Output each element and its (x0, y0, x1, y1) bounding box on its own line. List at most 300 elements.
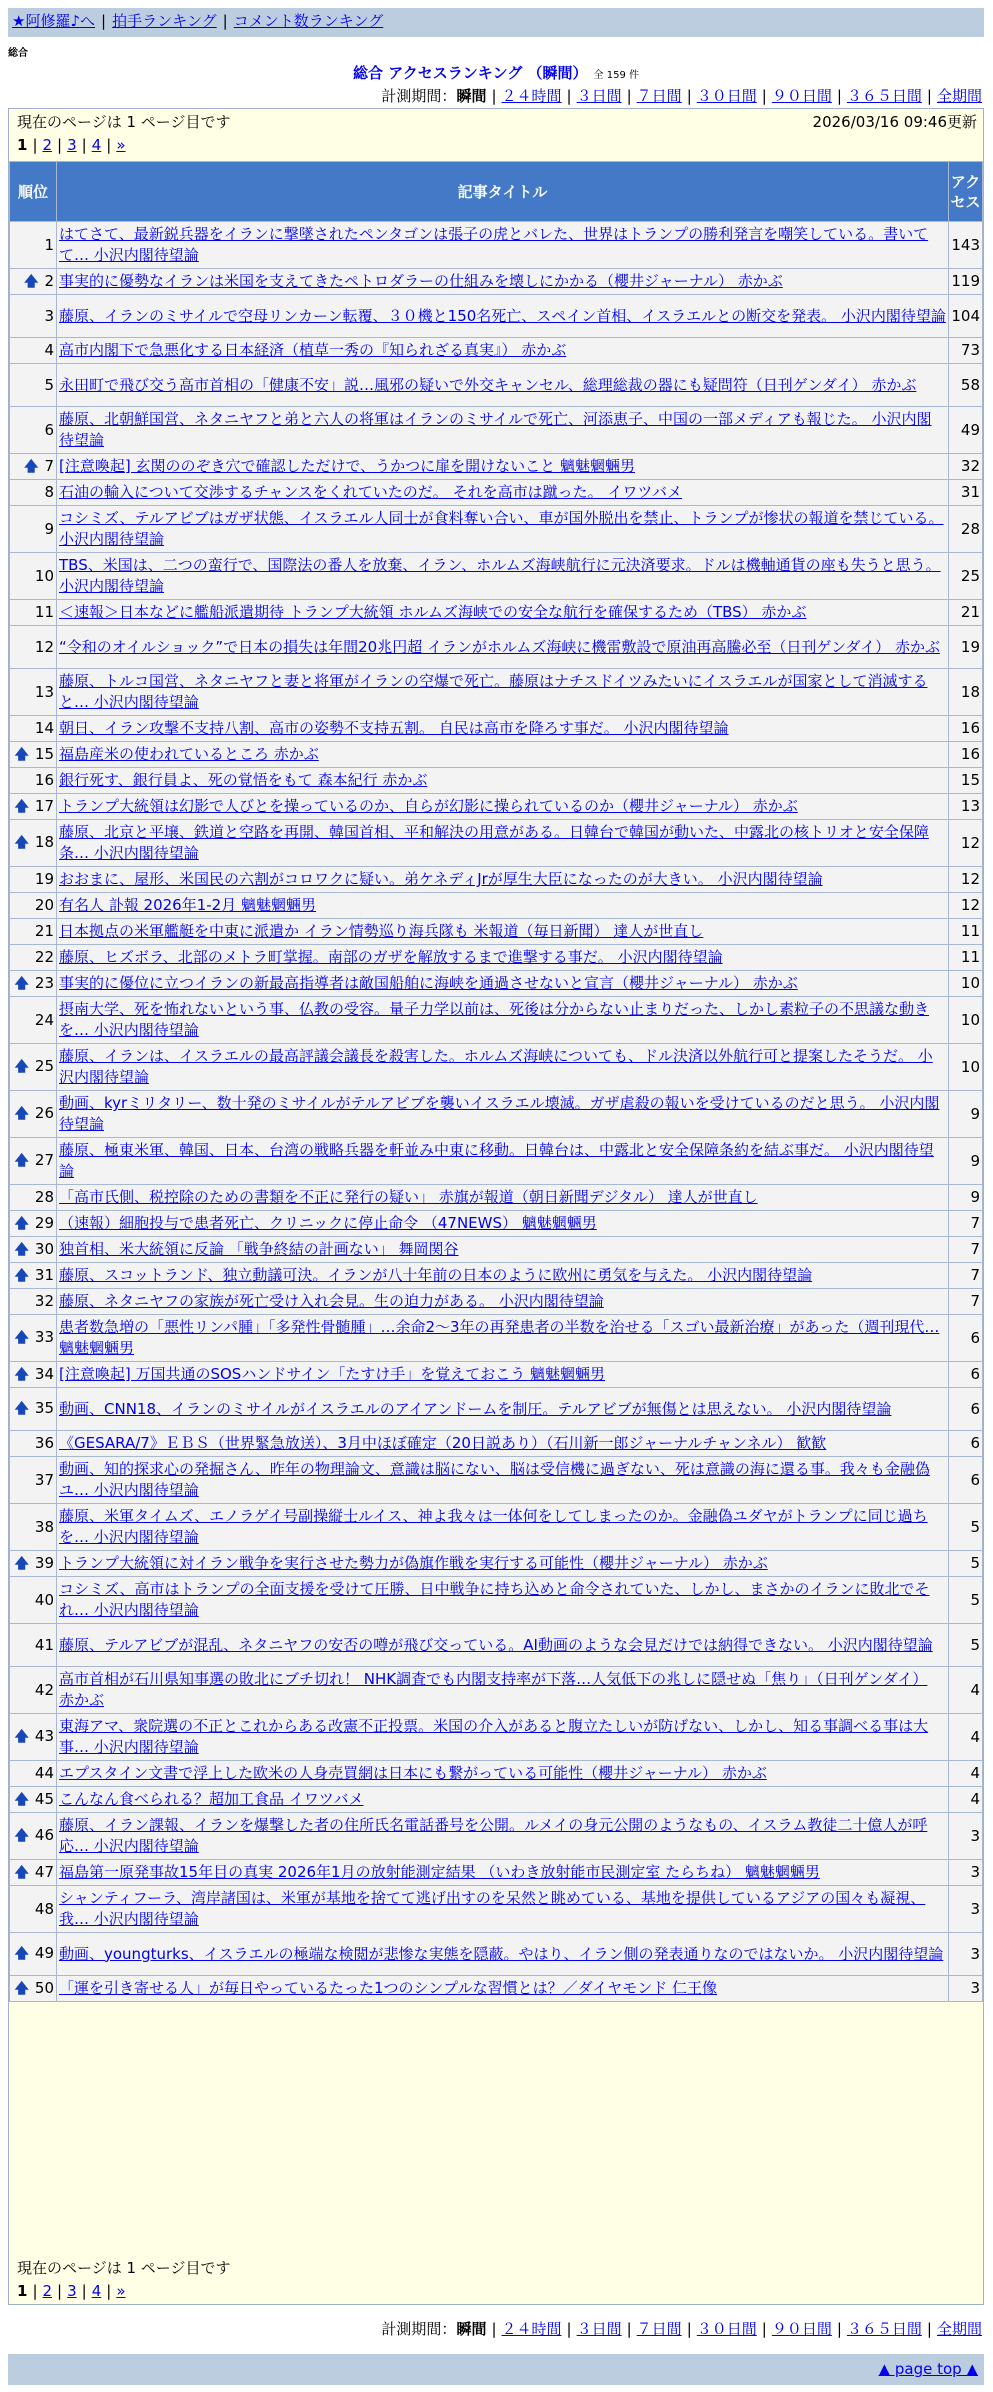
article-link[interactable]: 藤原、北京と平壌、鉄道と空路を再開、韓国首相、平和解決の用意がある。日韓台で韓国が動いた、中露北の核トリオと安全保障条… 小沢内閣待望論 (59, 823, 929, 862)
rank-number: 1 (44, 235, 54, 254)
table-row (10, 893, 982, 918)
article-link[interactable]: 独首相、米大統領に反論 「戦争終結の計画ない」 舞岡関谷 (59, 1240, 459, 1258)
table-row (10, 1388, 982, 1430)
ranking-panel (8, 108, 984, 2305)
rank-cell (10, 600, 56, 625)
title-cell (57, 1551, 948, 1576)
rank-up-arrow-icon: 🡅 (14, 1980, 29, 1997)
access-count: 5 (949, 1624, 982, 1666)
page-info-bottom (9, 2257, 983, 2305)
rank-number: 49 (34, 1944, 54, 1962)
article-link[interactable]: 福島産米の使われているところ 赤かぶ (59, 745, 319, 763)
period-option-current: 瞬間 (456, 2320, 487, 2338)
period-separator: | (626, 2320, 632, 2338)
article-link[interactable]: 高市首相が石川県知事選の敗北にブチ切れ！ NHK調査でも内閣支持率が下落…人気低下の兆しに隠せぬ「焦り」（日刊ゲンダイ） 赤かぶ (59, 1670, 928, 1709)
rank-up-arrow-icon: 🡅 (14, 1267, 29, 1284)
rank-up-arrow-icon: 🡅 (14, 1555, 29, 1572)
current-page-text: 現在のページは 1 ページ目です (17, 113, 231, 131)
article-link[interactable]: おおまに、屋形、米国民の六割がコロワクに疑い。弟ケネディJrが厚生大臣になったのが大きい。 小沢内閣待望論 (59, 870, 823, 888)
article-link[interactable]: はてさて、最新鋭兵器をイランに撃墜されたペンタゴンは張子の虎とバレた、世界はトランプの勝利発言を嘲笑している。書いてて… 小沢内閣待望論 (59, 225, 929, 264)
period-separator: | (491, 87, 497, 105)
article-link[interactable]: 藤原、テルアビブが混乱、ネタニヤフの安否の噂が飛び交っている。AI動画のような会見だけでは納得できない。 小沢内閣待望論 (59, 1635, 933, 1654)
article-link[interactable]: （速報）細胞投与で患者死亡、クリニックに停止命令 （47NEWS） 魑魅魍魎男 (59, 1214, 597, 1232)
access-count: 15 (949, 768, 982, 793)
rank-number: 45 (34, 1789, 54, 1808)
article-link[interactable]: 藤原、イランは、イスラエルの最高評議会議長を殺害した。ホルムズ海峡についても、ドル決済以外航行可と提案したそうだ。 小沢内閣待望論 (59, 1047, 933, 1086)
access-count: 32 (949, 454, 982, 479)
article-link[interactable]: ＜速報＞日本などに艦船派遣期待 トランプ大統領 ホルムズ海峡での安全な航行を確保するため（TBS） 赤かぶ (59, 603, 807, 621)
access-count: 4 (949, 1787, 982, 1812)
access-count: 12 (949, 867, 982, 892)
rank-cell (10, 1551, 56, 1576)
rank-up-arrow-icon: 🡅 (14, 1828, 29, 1844)
rank-up-arrow-icon: 🡅 (14, 1153, 29, 1169)
rank-cell (10, 1091, 56, 1137)
period-separator: | (626, 87, 632, 105)
rank-number: 46 (34, 1826, 54, 1844)
page-top-link[interactable]: ▲ page top ▲ (878, 2360, 978, 2378)
rank-number: 2 (44, 271, 54, 290)
rank-up-arrow-icon: 🡅 (14, 798, 29, 815)
current-page-text: 現在のページは 1 ページ目です (17, 2259, 231, 2277)
table-row (10, 1504, 982, 1550)
nav-separator: | (222, 12, 228, 30)
rank-number: 15 (34, 744, 54, 763)
rank-cell (10, 338, 56, 363)
article-link[interactable]: 銀行死す、銀行員よ、死の覚悟をもて 森本紀行 赤かぶ (59, 771, 428, 789)
period-option-7[interactable]: 全期間 (936, 87, 982, 105)
period-option-3[interactable]: ７日間 (636, 2320, 682, 2338)
nav-separator: | (101, 12, 107, 30)
article-link[interactable]: シャンティフーラ、湾岸諸国は、米軍が基地を捨てて逃げ出すのを呆然と眺めている、基地を提供しているアジアの国々も凝視、我… 小沢内閣待望論 (59, 1889, 926, 1928)
access-count: 104 (949, 295, 982, 337)
rank-number: 8 (44, 483, 54, 501)
rank-cell (10, 1714, 56, 1760)
access-count: 3 (949, 1933, 982, 1975)
rank-number: 26 (34, 1104, 54, 1122)
article-link[interactable]: 藤原、ネタニヤフの家族が死亡受け入れ会見。生の迫力がある。 小沢内閣待望論 (59, 1292, 604, 1310)
title-cell (57, 600, 948, 625)
title-cell (57, 1362, 948, 1387)
table-row (10, 1362, 982, 1387)
table-row (10, 1237, 982, 1262)
rank-cell (10, 945, 56, 970)
period-option-5[interactable]: ９０日間 (771, 87, 832, 105)
article-link[interactable]: 藤原、ヒズボラ、北部のメトラ町掌握。南部のガザを解放するまで進撃する事だ。 小沢内閣待望論 (59, 948, 723, 966)
access-count: 5 (949, 1504, 982, 1550)
table-row (10, 480, 982, 505)
rank-number: 33 (34, 1328, 54, 1346)
rank-number: 24 (34, 1010, 54, 1029)
rank-cell (10, 407, 56, 453)
access-count: 10 (949, 971, 982, 996)
table-row (10, 1624, 982, 1666)
top-nav-bar (8, 8, 984, 37)
table-row (10, 626, 982, 668)
pager-page-link[interactable]: 3 (67, 136, 77, 154)
title-cell (57, 1813, 948, 1859)
rank-number: 13 (34, 682, 54, 701)
rank-number: 5 (44, 375, 54, 394)
title-cell (57, 1289, 948, 1314)
rank-cell (10, 1237, 56, 1262)
header-access: アクセス (949, 162, 982, 221)
title-cell (57, 1431, 948, 1456)
pager-page-link[interactable]: 4 (91, 2282, 102, 2300)
article-link[interactable]: こんなん食べられる？超加工食品 イワツバメ (59, 1790, 364, 1808)
period-separator: | (686, 87, 692, 105)
rank-cell (10, 1577, 56, 1623)
access-count: 9 (949, 1091, 982, 1137)
article-link[interactable]: 藤原、北朝鮮国営、ネタニヤフと弟と六人の将軍はイランのミサイルで死亡、河添恵子、中国の一部メディアも報じた。 小沢内閣待望論 (59, 410, 932, 449)
article-link[interactable]: 患者数急増の「悪性リンパ腫」「多発性骨髄腫」…余命2～3年の再発患者の半数を治せる「スゴい最新治療」があった（週刊現代… 魑魅魍魎男 (59, 1318, 940, 1357)
table-row (10, 1211, 982, 1236)
rank-cell (10, 971, 56, 996)
table-row (10, 269, 982, 294)
table-row (10, 1667, 982, 1713)
table-row (10, 716, 982, 741)
table-row (10, 971, 982, 996)
page-info-top (9, 109, 983, 161)
rank-number: 39 (34, 1553, 54, 1572)
article-link[interactable]: コシミズ、高市はトランプの全面支援を受けて圧勝、日中戦争に持ち込めと命令されていた、しかし、まさかのイランに敗北でそれ… 小沢内閣待望論 (59, 1580, 930, 1619)
rank-cell (10, 1185, 56, 1210)
rank-cell (10, 919, 56, 944)
article-link[interactable]: TBS、米国は、二つの蛮行で、国際法の番人を放棄、イラン、ホルムズ海峡航行に元決済要求。ドルは機軸通貨の座も失うと思う。 小沢内閣待望論 (59, 556, 941, 595)
article-link[interactable]: 永田町で飛び交う高市首相の「健康不安」説…風邪の疑いで外交キャンセル、総理総裁の器にも疑問符（日刊ゲンダイ） 赤かぶ (59, 375, 917, 394)
table-row (10, 867, 982, 892)
table-row (10, 1138, 982, 1184)
table-row (10, 1289, 982, 1314)
period-selector-top (381, 85, 982, 106)
title-cell (57, 480, 948, 505)
title-cell (57, 1457, 948, 1503)
access-count: 11 (949, 945, 982, 970)
rank-number: 19 (34, 870, 54, 888)
ranking-table (9, 161, 983, 2002)
rank-up-arrow-icon: 🡅 (14, 1946, 29, 1962)
article-link[interactable]: 動画、kyrミリタリー、数十発のミサイルがテルアビブを襲いイスラエル壊滅。ガザ虐殺の報いを受けているのだと思う。 小沢内閣待望論 (59, 1094, 940, 1133)
rank-cell (10, 1667, 56, 1713)
rank-number: 31 (34, 1265, 54, 1284)
rank-cell (10, 1289, 56, 1314)
rank-cell (10, 222, 56, 268)
rank-cell (10, 1933, 56, 1975)
article-link[interactable]: 藤原、極東米軍、韓国、日本、台湾の戦略兵器を軒並み中東に移動。日韓台は、中露北と安全保障条約を結ぶ事だ。 小沢内閣待望論 (59, 1141, 934, 1180)
rank-number: 17 (34, 796, 54, 815)
period-option-6[interactable]: ３６５日間 (846, 2320, 922, 2338)
title-cell (57, 338, 948, 363)
rank-number: 41 (34, 1635, 54, 1654)
article-link[interactable]: 動画、CNN18、イランのミサイルがイスラエルのアイアンドームを制圧。テルアビブが無傷とは思えない。 小沢内閣待望論 (59, 1399, 892, 1418)
rank-number: 27 (34, 1151, 54, 1169)
link-clap-ranking[interactable]: 拍手ランキング (112, 12, 217, 30)
article-link[interactable]: 福島第一原発事故15年目の真実 2026年1月の放射能測定結果 （いわき放射能市民測定室 たらちね） 魑魅魍魎男 (59, 1863, 820, 1881)
access-count: 18 (949, 669, 982, 715)
title-cell (57, 364, 948, 406)
rank-cell (10, 1976, 56, 2001)
rank-cell (10, 794, 56, 819)
rank-up-arrow-icon: 🡅 (14, 975, 29, 992)
table-row (10, 1787, 982, 1812)
rank-up-arrow-icon: 🡅 (14, 1106, 29, 1122)
access-count: 19 (949, 626, 982, 668)
access-count: 6 (949, 1362, 982, 1387)
article-link[interactable]: コシミズ、テルアビブはガザ状態、イスラエル人同士が食料奪い合い、車が国外脱出を禁止、トランプが惨状の報道を禁じている。 小沢内閣待望論 (59, 509, 944, 548)
period-option-2[interactable]: ３日間 (576, 87, 622, 105)
rank-number: 3 (44, 306, 54, 325)
table-row (10, 1714, 982, 1760)
article-link[interactable]: トランプ大統領は幻影で人びとを操っているのか、自らが幻影に操られているのか（櫻井ジャーナル） 赤かぶ (59, 797, 798, 815)
period-label: 計測期間： (381, 87, 457, 105)
title-cell (57, 1504, 948, 1550)
rank-cell (10, 295, 56, 337)
rank-cell (10, 1138, 56, 1184)
rank-cell (10, 1211, 56, 1236)
article-link[interactable]: 高市内閣下で急悪化する日本経済（植草一秀の『知られざる真実』） 赤かぶ (59, 341, 567, 359)
article-link[interactable]: “令和のオイルショック”で日本の損失は年間20兆円超 イランがホルムズ海峡に機雷敷設で原油再高騰必至（日刊ゲンダイ） 赤かぶ (59, 637, 940, 656)
rank-up-arrow-icon: 🡅 (14, 1864, 29, 1881)
access-count: 3 (949, 1860, 982, 1885)
period-option-4[interactable]: ３０日間 (696, 87, 757, 105)
period-label: 計測期間： (381, 2320, 457, 2338)
rank-number: 38 (34, 1517, 54, 1536)
article-link[interactable]: 動画、知的探求心の発掘さん、昨年の物理論文、意識は脳にない、脳は受信機に過ぎない、死は意識の海に還る事。我々も金融偽ユ… 小沢内閣待望論 (59, 1460, 930, 1499)
title-cell (57, 1976, 948, 2001)
rank-up-arrow-icon: 🡅 (14, 1241, 29, 1258)
table-row (10, 794, 982, 819)
article-link[interactable]: エプスタイン文書で浮上した欧米の人身売買網は日本にも繋がっている可能性（櫻井ジャーナル） 赤かぶ (59, 1764, 767, 1782)
period-option-6[interactable]: ３６５日間 (846, 87, 922, 105)
period-option-1[interactable]: ２４時間 (501, 2320, 562, 2338)
table-row (10, 1577, 982, 1623)
title-cell (57, 1211, 948, 1236)
rank-cell (10, 1504, 56, 1550)
access-count: 11 (949, 919, 982, 944)
pager-separator: | (57, 136, 63, 154)
title-cell (57, 1185, 948, 1210)
rank-number: 44 (34, 1764, 54, 1782)
rank-number: 32 (34, 1292, 54, 1310)
rank-number: 20 (34, 896, 54, 914)
title-cell (57, 1044, 948, 1090)
access-count: 7 (949, 1237, 982, 1262)
rank-cell (10, 506, 56, 552)
access-count: 5 (949, 1551, 982, 1576)
table-row (10, 1185, 982, 1210)
access-count: 49 (949, 407, 982, 453)
title-cell (57, 893, 948, 918)
table-row (10, 945, 982, 970)
title-cell (57, 945, 948, 970)
rank-up-arrow-icon: 🡅 (14, 1401, 29, 1417)
article-link[interactable]: 藤原、イランのミサイルで空母リンカーン転覆、３０機と150名死亡、スペイン首相、イスラエルとの断交を発表。 小沢内閣待望論 (59, 306, 946, 325)
pager-separator: | (32, 136, 38, 154)
access-count: 9 (949, 1138, 982, 1184)
rank-number: 14 (34, 719, 54, 737)
access-count: 9 (949, 1185, 982, 1210)
table-row (10, 364, 982, 406)
article-link[interactable]: 《GESARA/7》ＥＢＳ（世界緊急放送）、3月中ほぼ確定（20日説あり）（石川新一郎ジャーナルチャンネル） 歓歓 (59, 1434, 827, 1452)
pager-page-link[interactable]: 2 (42, 136, 53, 154)
access-count: 6 (949, 1388, 982, 1430)
title-cell (57, 716, 948, 741)
access-count: 12 (949, 893, 982, 918)
period-separator: | (761, 87, 767, 105)
pager-page-link[interactable]: 3 (67, 2282, 77, 2300)
article-link[interactable]: [注意喚起] 万国共通のSOSハンドサイン「たすけ手」を覚えておこう 魑魅魍魎男 (59, 1365, 606, 1383)
title-cell (57, 768, 948, 793)
article-link[interactable]: 朝日、イラン攻撃不支持八割、高市の姿勢不支持五割。 自民は高市を降ろす事だ。 小沢内閣待望論 (59, 719, 729, 737)
rank-up-arrow-icon: 🡅 (14, 835, 29, 851)
title-cell (57, 1624, 948, 1666)
rank-number: 7 (44, 456, 54, 475)
rank-number: 16 (34, 771, 54, 789)
rank-number: 48 (34, 1899, 54, 1918)
rank-number: 10 (34, 566, 54, 585)
title-cell (57, 1761, 948, 1786)
period-separator: | (761, 2320, 767, 2338)
title-cell (57, 669, 948, 715)
article-link[interactable]: 東海アマ、衆院選の不正とこれからある改憲不正投票。米国の介入があると腹立たしいが防げない、しかし、知る事調べる事は大事… 小沢内閣待望論 (59, 1717, 929, 1756)
table-row (10, 1761, 982, 1786)
title-cell (57, 1714, 948, 1760)
title-cell (57, 1263, 948, 1288)
title-cell (57, 1886, 948, 1932)
title-cell (57, 1577, 948, 1623)
rank-up-arrow-icon: 🡅 (14, 1059, 29, 1075)
period-option-1[interactable]: ２４時間 (501, 87, 562, 105)
article-link[interactable]: 藤原、トルコ国営、ネタニヤフと妻と将軍がイランの空爆で死亡。藤原はナチスドイツみたいにイスラエルが国家として消滅すると… 小沢内閣待望論 (59, 672, 928, 711)
category-label: 総合 (8, 48, 28, 59)
table-row (10, 1457, 982, 1503)
rank-number: 18 (34, 833, 54, 851)
rank-cell (10, 1624, 56, 1666)
table-row (10, 1933, 982, 1975)
access-count: 6 (949, 1457, 982, 1503)
table-row (10, 407, 982, 453)
period-option-4[interactable]: ３０日間 (696, 2320, 757, 2338)
article-link[interactable]: 事実的に優勢なイランは米国を支えてきたペトロダラーの仕組みを壊しにかかる（櫻井ジャーナル） 赤かぶ (59, 272, 783, 290)
title-cell (57, 820, 948, 866)
access-count: 3 (949, 1886, 982, 1932)
rank-number: 28 (34, 1188, 54, 1206)
period-option-2[interactable]: ３日間 (576, 2320, 622, 2338)
pager-separator: | (106, 136, 112, 154)
access-count: 4 (949, 1761, 982, 1786)
updated-time: 2026/03/16 09:46更新 (812, 113, 977, 131)
article-link[interactable]: [注意喚起] 玄関ののぞき穴で確認しただけで、うかつに扉を開けないこと 魑魅魍魎男 (59, 457, 635, 475)
period-separator: | (836, 2320, 842, 2338)
article-link[interactable]: 石油の輸入について交渉するチャンスをくれていたのだ。 それを高市は蹴った。 イワツバメ (59, 483, 683, 501)
pager-next-link[interactable]: » (116, 136, 126, 154)
table-row (10, 295, 982, 337)
access-count: 4 (949, 1714, 982, 1760)
access-count: 58 (949, 364, 982, 406)
period-separator: | (566, 2320, 572, 2338)
access-count: 6 (949, 1431, 982, 1456)
pager-separator: | (81, 136, 87, 154)
table-row (10, 919, 982, 944)
rank-number: 42 (34, 1680, 54, 1699)
access-count: 10 (949, 997, 982, 1043)
title-cell (57, 454, 948, 479)
period-option-7[interactable]: 全期間 (936, 2320, 982, 2338)
pager-separator: | (81, 2282, 87, 2300)
title-cell (57, 295, 948, 337)
title-cell (57, 506, 948, 552)
title-cell (57, 1138, 948, 1184)
rank-number: 40 (34, 1590, 54, 1609)
pager-page-link[interactable]: 4 (91, 136, 102, 154)
pager-separator: | (32, 2282, 38, 2300)
rank-up-arrow-icon: 🡅 (24, 458, 39, 475)
rank-cell (10, 893, 56, 918)
title-cell (57, 997, 948, 1043)
table-row (10, 338, 982, 363)
article-link[interactable]: 摂南大学、死を怖れないという事、仏教の受容。量子力学以前は、死後は分からない止まりだった、しかし素粒子の不思議な動きを… 小沢内閣待望論 (59, 1000, 930, 1039)
rank-number: 29 (34, 1213, 54, 1232)
article-link[interactable]: 事実的に優位に立つイランの新最高指導者は敵国船舶に海峡を通過させないと宣言（櫻井ジャーナル） 赤かぶ (59, 974, 798, 992)
article-link[interactable]: 藤原、イラン課報、イランを爆撃した者の住所氏名電話番号を公開。ルメイの身元公開のようなもの、イスラム教徒二十億人が呼応… 小沢内閣待望論 (59, 1816, 928, 1855)
access-count: 28 (949, 506, 982, 552)
pager-page-link[interactable]: 2 (42, 2282, 53, 2300)
ranking-heading (8, 62, 984, 83)
article-link[interactable]: 藤原、スコットランド、独立動議可決。イランが八十年前の日本のように欧州に勇気を与えた。 小沢内閣待望論 (59, 1266, 813, 1284)
article-link[interactable]: トランプ大統領に対イラン戦争を実行させた勢力が偽旗作戦を実行する可能性（櫻井ジャーナル） 赤かぶ (59, 1554, 768, 1572)
rank-number: 35 (34, 1399, 54, 1417)
link-ashura-home[interactable]: ★阿修羅♪へ (12, 12, 96, 30)
title-cell (57, 1315, 948, 1361)
table-row (10, 1551, 982, 1576)
table-row (10, 454, 982, 479)
period-option-current: 瞬間 (456, 87, 487, 105)
article-link[interactable]: 「運を引き寄せる人」が毎日やっているたった1つのシンプルな習慣とは？／ダイヤモンド 仁王像 (59, 1979, 718, 1997)
pager-bottom (17, 2279, 975, 2303)
rank-cell (10, 626, 56, 668)
period-option-3[interactable]: ７日間 (636, 87, 682, 105)
rank-cell (10, 1886, 56, 1932)
period-option-5[interactable]: ９０日間 (771, 2320, 832, 2338)
pager-next-link[interactable]: » (116, 2282, 126, 2300)
rank-up-arrow-icon: 🡅 (14, 1729, 29, 1745)
access-count: 3 (949, 1976, 982, 2001)
access-count: 21 (949, 600, 982, 625)
table-row (10, 1860, 982, 1885)
title-cell (57, 407, 948, 453)
article-link[interactable]: 日本拠点の米軍艦艇を中東に派遣か イラン情勢巡り海兵隊も 米報道（毎日新聞） 達人が世直し (59, 922, 704, 940)
table-row (10, 506, 982, 552)
article-link[interactable]: 動画、youngturks、イスラエルの極端な検閲が悲惨な実態を隠蔽。やはり、イラン側の発表通りなのではないか。 小沢内閣待望論 (59, 1944, 944, 1963)
rank-number: 21 (34, 922, 54, 940)
rank-up-arrow-icon: 🡅 (14, 1215, 29, 1232)
rank-number: 11 (34, 603, 54, 621)
table-row (10, 820, 982, 866)
link-comment-ranking[interactable]: コメント数ランキング (233, 12, 384, 30)
title-cell (57, 626, 948, 668)
pager-separator: | (106, 2282, 112, 2300)
table-row (10, 1044, 982, 1090)
rank-number: 4 (44, 341, 54, 359)
access-count: 16 (949, 742, 982, 767)
article-link[interactable]: 有名人 訃報 2026年1-2月 魑魅魍魎男 (59, 896, 316, 914)
rank-cell (10, 669, 56, 715)
article-link[interactable]: 藤原、米軍タイムズ、エノラゲイ号副操縦士ルイス、神よ我々は一体何をしてしまったのか。金融偽ユダヤがトランプに同じ過ちを… 小沢内閣待望論 (59, 1507, 928, 1546)
rank-number: 50 (34, 1978, 54, 1997)
access-count: 4 (949, 1667, 982, 1713)
article-link[interactable]: 「高市氏側、税控除のための書類を不正に発行の疑い」 赤旗が報道（朝日新聞デジタル） 達人が世直し (59, 1188, 758, 1206)
table-row (10, 222, 982, 268)
